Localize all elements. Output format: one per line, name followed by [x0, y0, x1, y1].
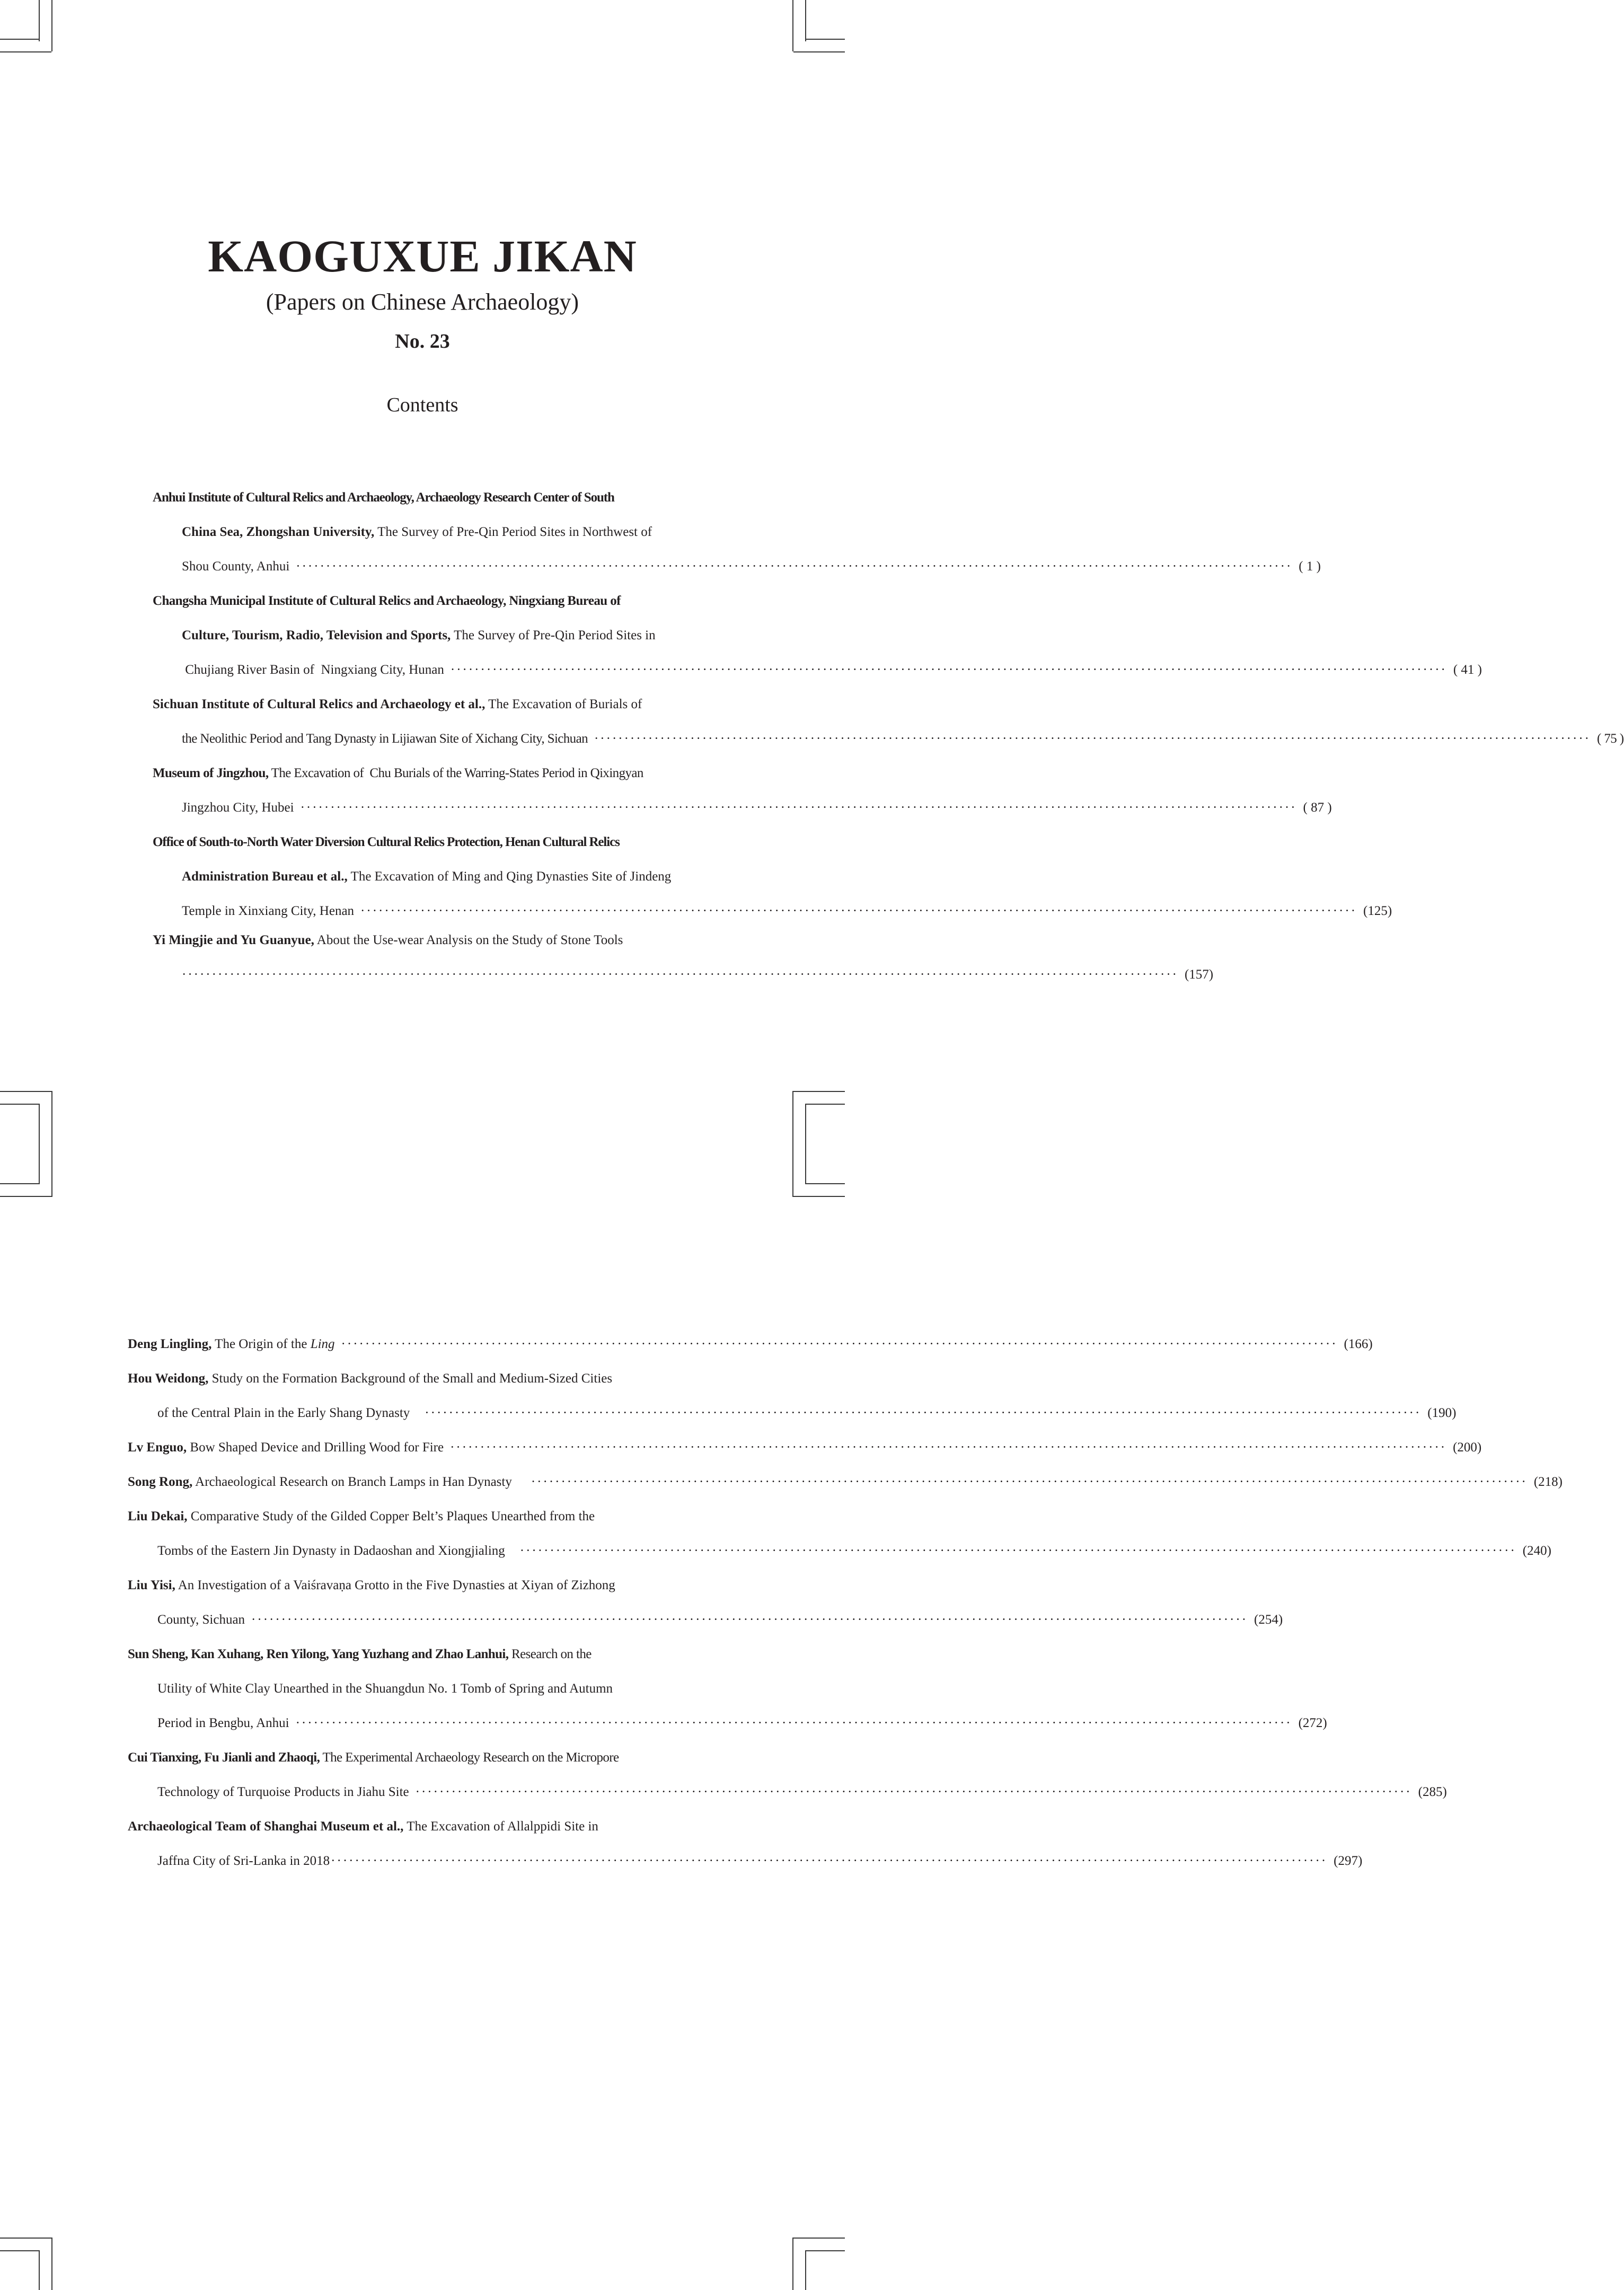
- dot-leader: ······································································································································································: [300, 800, 1297, 815]
- toc-author: Administration Bureau et al.,: [182, 869, 348, 884]
- toc-page-number: (190): [1427, 1406, 1457, 1420]
- toc-line: [182, 799, 1332, 817]
- toc-title: The Survey of Pre-Qin Period Sites in: [451, 628, 656, 642]
- toc-author: Deng Lingling,: [128, 1337, 212, 1351]
- toc-line: [182, 966, 1214, 984]
- toc-title: the Neolithic Period and Tang Dynasty in Lijiawan Site of Xichang City, Sichuan: [182, 732, 588, 746]
- toc-title: The Excavation of Ming and Qing Dynasties Site of Jindeng: [347, 869, 672, 884]
- toc-line: [128, 1335, 1373, 1353]
- crop-mark: [0, 2250, 40, 2251]
- crop-mark: [805, 1183, 845, 1184]
- crop-mark: [39, 0, 40, 41]
- toc-page-number: (285): [1418, 1785, 1447, 1799]
- toc-line: [157, 1611, 1283, 1629]
- crop-mark: [51, 2238, 52, 2290]
- toc-page-number: (297): [1334, 1854, 1363, 1868]
- crop-mark: [0, 39, 40, 40]
- dot-leader: ······································································································································································: [450, 663, 1447, 677]
- crop-mark: [805, 2250, 845, 2251]
- dot-leader: ······································································································································································: [251, 1613, 1248, 1627]
- toc-line: [128, 1370, 691, 1388]
- toc-title: County, Sichuan: [157, 1613, 245, 1627]
- toc-line: [182, 558, 1321, 576]
- dot-leader: ······································································································································································: [531, 1475, 1528, 1489]
- toc-line: [182, 627, 716, 645]
- crop-mark: [793, 1091, 845, 1092]
- toc-title: An Investigation of a Vaiśravaṇa Grotto in the Five Dynasties at Xiyan of Zizhong: [175, 1578, 615, 1592]
- toc-title: The Excavation of Chu Burials of the Warring-States Period in Qixingyan: [268, 766, 643, 780]
- crop-mark: [805, 0, 806, 41]
- toc-title: Temple in Xinxiang City, Henan: [182, 904, 355, 918]
- toc-page-number: (218): [1533, 1475, 1563, 1489]
- crop-mark: [0, 1196, 51, 1197]
- toc-author: Museum of Jingzhou,: [153, 766, 269, 780]
- crop-mark: [0, 1091, 51, 1092]
- dot-leader: ······································································································································································: [341, 1337, 1338, 1351]
- toc-author: Sun Sheng, Kan Xuhang, Ren Yilong, Yang Yuzhang and Zhao Lanhui,: [128, 1647, 509, 1661]
- toc-title: About the Use-wear Analysis on the Study of Stone Tools: [314, 933, 623, 947]
- toc-line: [182, 868, 716, 886]
- toc-author: Hou Weidong,: [128, 1371, 209, 1386]
- crop-mark: [0, 1183, 40, 1184]
- toc-page-number: ( 87 ): [1303, 800, 1332, 815]
- toc-line: [128, 1645, 691, 1663]
- toc-author: Cui Tianxing, Fu Jianli and Zhaoqi,: [128, 1750, 320, 1765]
- dot-leader: ······································································································································································: [360, 904, 1357, 918]
- toc-line: [153, 592, 716, 610]
- toc-author: Anhui Institute of Cultural Relics and Archaeology, Archaeology Research Center of South: [153, 490, 614, 505]
- dot-leader: ······································································································································································: [331, 1854, 1328, 1868]
- toc-title: of the Central Plain in the Early Shang Dynasty: [157, 1406, 410, 1420]
- toc-line: [182, 902, 1392, 920]
- toc-line: [157, 1404, 1457, 1422]
- toc-line: [157, 1783, 1447, 1801]
- toc-line: [157, 1852, 1363, 1870]
- toc-title: Bow Shaped Device and Drilling Wood for Fire: [187, 1440, 444, 1455]
- dot-leader: ······································································································································································: [425, 1406, 1422, 1420]
- toc-author: Office of South-to-North Water Diversion Cultural Relics Protection, Henan Cultural Relics: [153, 835, 620, 849]
- toc-author: Liu Dekai,: [128, 1509, 188, 1523]
- toc-page-number: (125): [1363, 904, 1392, 918]
- toc-line: [157, 1714, 1327, 1732]
- toc-title: Period in Bengbu, Anhui: [157, 1716, 289, 1730]
- toc-title: Utility of White Clay Unearthed in the Shuangdun No. 1 Tomb of Spring and Autumn: [157, 1681, 613, 1696]
- toc-title: Shou County, Anhui: [182, 559, 290, 574]
- toc-page-number: ( 75 ): [1596, 732, 1624, 746]
- crop-mark: [792, 1091, 793, 1197]
- toc-page-number: (166): [1344, 1337, 1373, 1351]
- contents-heading: Contents: [386, 394, 458, 416]
- toc-title: Technology of Turquoise Products in Jiahu Site: [157, 1785, 409, 1799]
- toc-author: China Sea, Zhongshan University,: [182, 525, 375, 539]
- crop-mark: [793, 51, 845, 52]
- toc-title: The Experimental Archaeology Research on the Micropore: [320, 1750, 619, 1765]
- crop-mark: [51, 0, 52, 51]
- journal-title: KAOGUXUE JIKAN: [208, 231, 637, 281]
- crop-mark: [805, 39, 845, 40]
- crop-mark: [805, 1104, 806, 1183]
- dot-leader: ······································································································································································: [450, 1440, 1447, 1455]
- crop-mark: [805, 2250, 806, 2290]
- toc-line: [182, 661, 1482, 679]
- toc-author: Changsha Municipal Institute of Cultural Relics and Archaeology, Ningxiang Bureau of: [153, 594, 621, 608]
- toc-page-number: (272): [1298, 1716, 1327, 1730]
- toc-title: The Excavation of Burials of: [485, 697, 642, 711]
- toc-author: Song Rong,: [128, 1475, 193, 1489]
- dot-leader: ······································································································································································: [594, 732, 1591, 746]
- crop-mark: [39, 2250, 40, 2290]
- crop-mark: [51, 1091, 52, 1197]
- toc-title: Study on the Formation Background of the Small and Medium-Sized Cities: [208, 1371, 613, 1386]
- crop-mark: [793, 1196, 845, 1197]
- journal-subtitle: (Papers on Chinese Archaeology): [266, 289, 579, 315]
- toc-author: Archaeological Team of Shanghai Museum et al.,: [128, 1819, 404, 1834]
- toc-line: [128, 1818, 691, 1836]
- crop-mark: [792, 2238, 793, 2290]
- dot-leader: ······································································································································································: [296, 559, 1293, 574]
- toc-author: Yi Mingjie and Yu Guanyue,: [153, 933, 314, 947]
- issue-number: No. 23: [395, 330, 450, 353]
- crop-mark: [0, 1104, 40, 1105]
- toc-line: [153, 833, 716, 851]
- toc-line: [153, 931, 716, 949]
- toc-title: The Excavation of Allalppidi Site in: [403, 1819, 598, 1834]
- toc-line: [153, 695, 716, 714]
- toc-title: Comparative Study of the Gilded Copper Belt’s Plaques Unearthed from the: [187, 1509, 595, 1523]
- crop-mark: [792, 0, 793, 51]
- toc-line: [153, 764, 716, 782]
- toc-title: Tombs of the Eastern Jin Dynasty in Dadaoshan and Xiongjialing: [157, 1544, 505, 1558]
- crop-mark: [0, 2238, 51, 2239]
- toc-page-number: (254): [1254, 1613, 1283, 1627]
- toc-title: The Origin of the: [211, 1337, 311, 1351]
- toc-title: Chujiang River Basin of Ningxiang City, Hunan: [182, 663, 444, 677]
- toc-line: [157, 1680, 691, 1698]
- dot-leader: ······································································································································································: [182, 967, 1178, 982]
- crop-mark: [39, 1104, 40, 1183]
- toc-line: [182, 523, 716, 541]
- toc-title: Jaffna City of Sri-Lanka in 2018: [157, 1854, 330, 1868]
- dot-leader: ······································································································································································: [295, 1716, 1292, 1730]
- toc-author: Sichuan Institute of Cultural Relics and Archaeology et al.,: [153, 697, 486, 711]
- toc-page-number: (240): [1522, 1544, 1551, 1558]
- toc-line: [157, 1542, 1551, 1560]
- toc-page-number: ( 1 ): [1299, 559, 1321, 574]
- toc-title: Archaeological Research on Branch Lamps in Han Dynasty: [192, 1475, 512, 1489]
- crop-mark: [805, 1104, 845, 1105]
- crop-mark: [793, 2238, 845, 2239]
- toc-page-number: (200): [1453, 1440, 1482, 1455]
- toc-page-number: (157): [1184, 967, 1214, 982]
- toc-line: [128, 1749, 691, 1767]
- toc-title: Research on the: [508, 1647, 592, 1661]
- toc-title: The Survey of Pre-Qin Period Sites in Northwest of: [374, 525, 652, 539]
- toc-line: [128, 1473, 1563, 1491]
- toc-line: [153, 489, 716, 507]
- toc-line: [182, 730, 1624, 748]
- toc-author: Liu Yisi,: [128, 1578, 175, 1592]
- toc-title: Jingzhou City, Hubei: [182, 800, 294, 815]
- crop-mark: [0, 51, 51, 52]
- toc-line: [128, 1508, 691, 1526]
- dot-leader: ······································································································································································: [415, 1785, 1412, 1799]
- toc-page-number: ( 41 ): [1453, 663, 1482, 677]
- toc-line: [128, 1439, 1482, 1457]
- toc-title-italic: Ling: [310, 1337, 335, 1351]
- toc-line: [128, 1576, 691, 1595]
- toc-author: Lv Enguo,: [128, 1440, 187, 1455]
- dot-leader: ······································································································································································: [519, 1544, 1516, 1558]
- toc-author: Culture, Tourism, Radio, Television and Sports,: [182, 628, 451, 642]
